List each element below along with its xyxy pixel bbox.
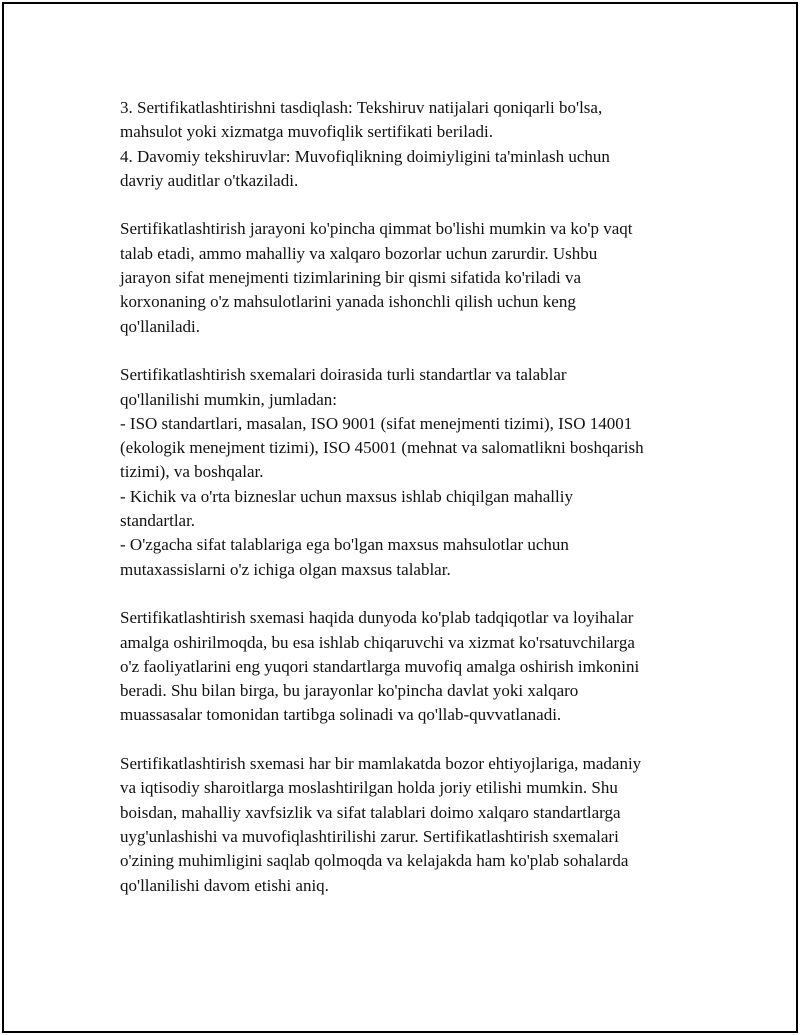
paragraph-steps [120,96,710,193]
text-line: amalga oshirilmoqda, bu esa ishlab chiqaruvchi va xizmat ko'rsatuvchilarga [120,632,635,652]
text-line: muassasalar tomonidan tartibga solinadi va qo'llab-quvvatlanadi. [120,705,562,725]
text-line: - ISO standartlari, masalan, ISO 9001 (sifat menejmenti tizimi), ISO 14001 [120,413,633,433]
text-line: korxonaning o'z mahsulotlarini yanada ishonchli qilish uchun keng [120,292,576,312]
text-line: davriy auditlar o'tkaziladi. [120,170,299,190]
text-line: Sertifikatlashtirish jarayoni ko'pincha qimmat bo'lishi mumkin va ko'p vaqt [120,219,633,239]
document-body [120,96,710,898]
paragraph-adaptation [120,752,710,898]
text-line: talab etadi, ammo mahalliy va xalqaro bozorlar uchun zarurdir. Ushbu [120,243,598,263]
text-line: mutaxassislarni o'z ichiga olgan maxsus talablar. [120,559,451,579]
text-line: Sertifikatlashtirish sxemasi haqida dunyoda ko'plab tadqiqotlar va loyihalar [120,608,634,628]
text-line: Sertifikatlashtirish sxemalari doirasida turli standartlar va talablar [120,365,567,385]
text-line: jarayon sifat menejmenti tizimlarining bir qismi sifatida ko'riladi va [120,268,582,288]
text-line: 3. Sertifikatlashtirishni tasdiqlash: Tekshiruv natijalari qoniqarli bo'lsa, [120,98,603,117]
paragraph-research [120,606,710,727]
text-line: o'z faoliyatlarini eng yuqori standartlarga muvofiq amalga oshirish imkonini [120,656,640,676]
text-line: Sertifikatlashtirish sxemasi har bir mamlakatda bozor ehtiyojlariga, madaniy [120,754,642,774]
text-line: o'zining muhimligini saqlab qolmoqda va kelajakda ham ko'plab sohalarda [120,851,629,871]
text-line: qo'llaniladi. [120,316,201,336]
text-line: mahsulot yoki xizmatga muvofiqlik sertifikati beriladi. [120,122,493,142]
text-line: - Kichik va o'rta bizneslar uchun maxsus ishlab chiqilgan mahalliy [120,486,573,506]
text-line: 4. Davomiy tekshiruvlar: Muvofiqlikning doimiyligini ta'minlash uchun [120,146,610,166]
text-line: uyg'unlashishi va muvofiqlashtirilishi zarur. Sertifikatlashtirish sxemalari [120,826,619,846]
text-line: boisdan, mahalliy xavfsizlik va sifat talablari doimo xalqaro standartlarga [120,802,621,822]
text-line: (ekologik menejment tizimi), ISO 45001 (mehnat va salomatlikni boshqarish [120,438,644,458]
text-line: qo'llanilishi mumkin, jumladan: [120,389,337,409]
paragraph-cost [120,217,710,338]
text-line: - O'zgacha sifat talablariga ega bo'lgan maxsus mahsulotlar uchun [120,535,569,555]
text-line: beradi. Shu bilan birga, bu jarayonlar ko'pincha davlat yoki xalqaro [120,681,579,701]
text-line: va iqtisodiy sharoitlarga moslashtirilgan holda joriy etilishi mumkin. Shu [120,778,618,798]
text-line: tizimi), va boshqalar. [120,462,264,482]
paragraph-standards [120,363,710,582]
text-line: standartlar. [120,511,196,531]
text-line: qo'llanilishi davom etishi aniq. [120,875,329,895]
page-frame [2,2,798,1033]
